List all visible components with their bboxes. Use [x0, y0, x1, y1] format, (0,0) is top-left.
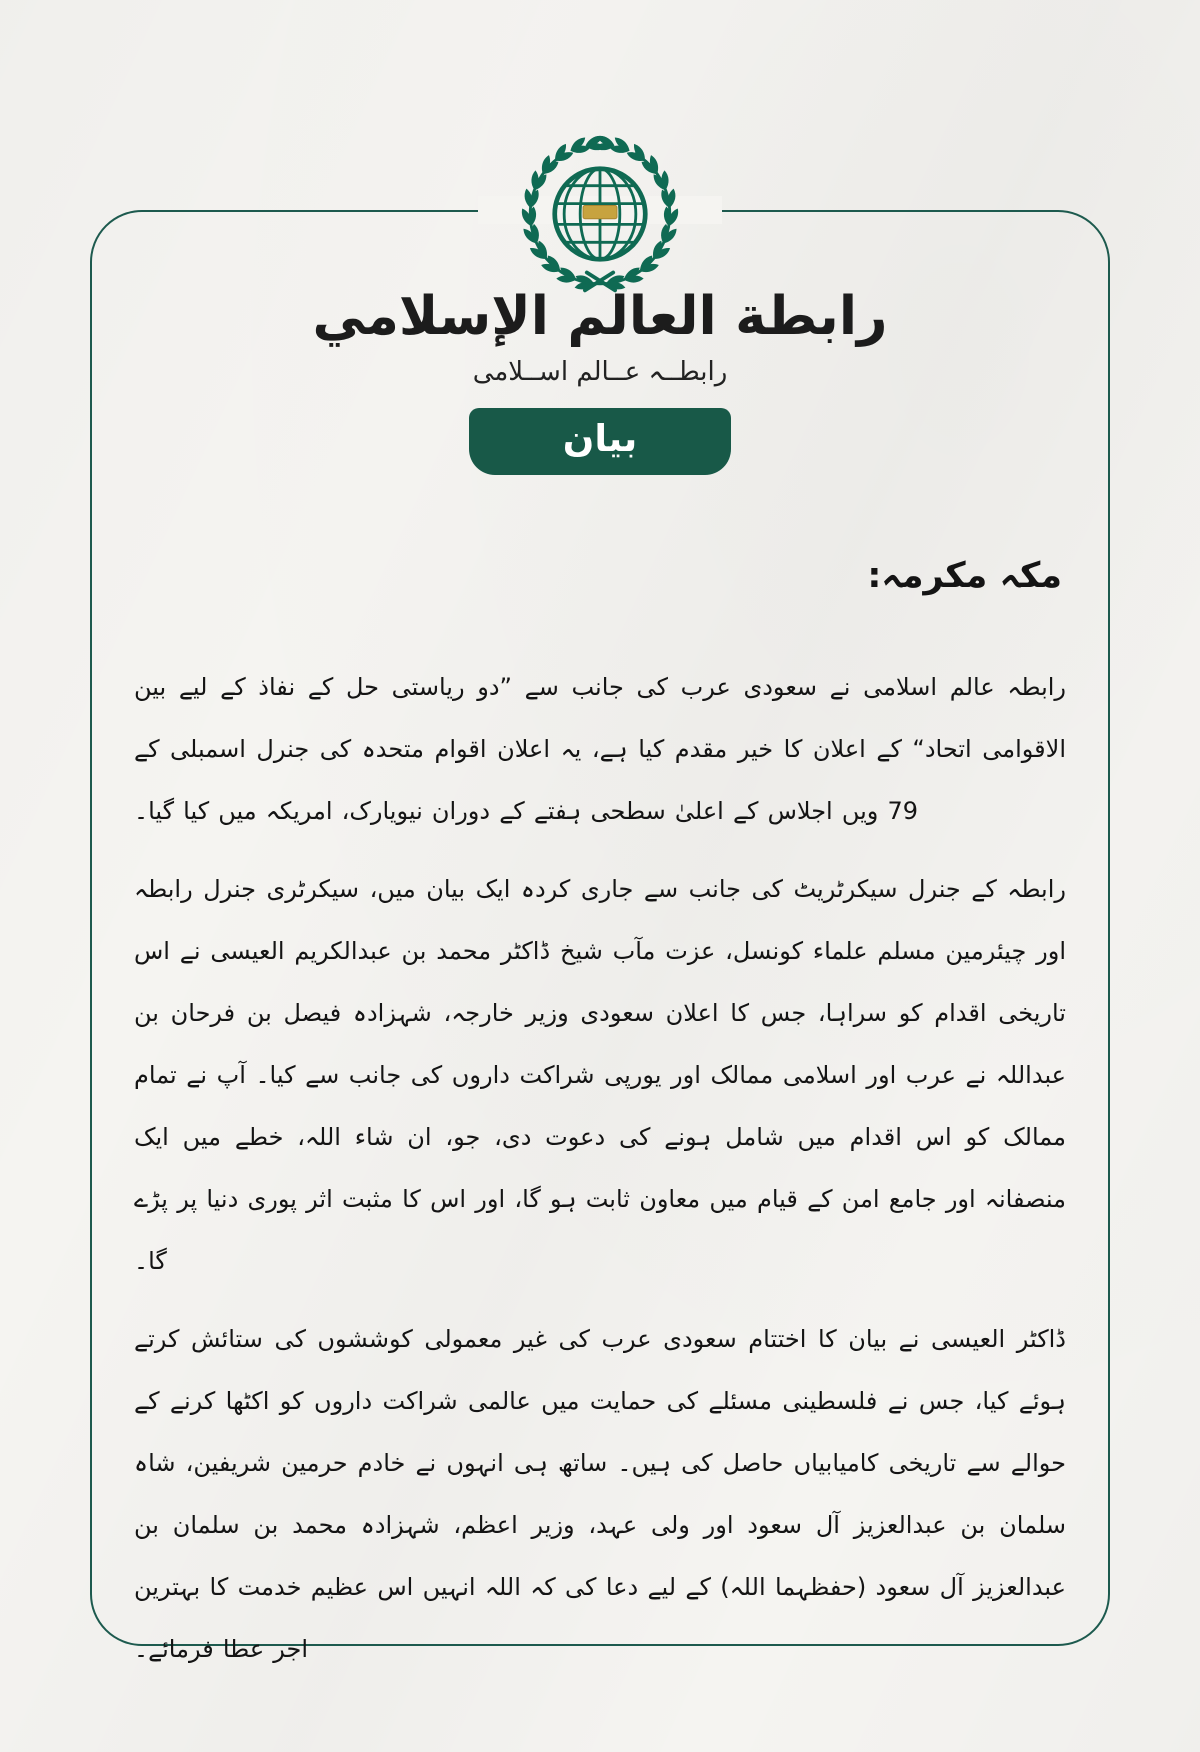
statement-paragraph: رابطہ کے جنرل سیکرٹریٹ کی جانب سے جاری کردہ ایک بیان میں، سیکرٹری جنرل رابطہ اور چیئرمین مسلم علماء کونسل، عزت مآب شیخ ڈاکٹر محمد بن عبدالکریم العیسی نے اس تاریخی اقدام کو سراہا، جس کا اعلان سعودی وزیر خارجہ، شہزادہ فیصل بن فرحان بن عبداللہ نے عرب اور اسلامی ممالک اور یورپی شراکت داروں کی جانب سے کیا۔ آپ نے تمام ممالک کو اس اقدام میں شامل ہونے کی دعوت دی، جو، ان شاء اللہ، خطے میں ایک منصفانہ اور جامع امن کے قیام میں معاون ثابت ہو گا، اور اس کا مثبت اثر پوری دنیا پر پڑے گا۔ — [134, 875, 1066, 1275]
banner-label: بيان — [562, 417, 638, 460]
dateline-makkah: مکہ مکرمہ: — [867, 556, 1062, 596]
statement-body — [134, 656, 1066, 1696]
statement-paragraph: رابطہ عالم اسلامی نے سعودی عرب کی جانب سے ”دو ریاستی حل کے نفاذ کے لیے بین الاقوامی اتحاد“ کے اعلان کا خیر مقدم کیا ہے، یہ اعلان اقوام متحدہ کی جنرل اسمبلی کے 79 ویں اجلاس کے اعلیٰ سطحی ہفتے کے دوران نیویارک، امریکہ میں کیا گیا۔ — [134, 673, 1066, 825]
globe-wreath-icon — [496, 131, 704, 297]
mwl-logo — [0, 131, 1200, 297]
statement-banner — [469, 408, 731, 475]
kaaba-gold-band — [583, 206, 617, 219]
statement-paragraph: ڈاکٹر العیسی نے بیان کا اختتام سعودی عرب کی غیر معمولی کوششوں کی ستائش کرتے ہوئے کیا، جس نے فلسطینی مسئلے کی حمایت میں عالمی شراکت داروں کو اکٹھا کرنے کے حوالے سے تاریخی کامیابیاں حاصل کی ہیں۔ ساتھ ہی انہوں نے خادم حرمین شریفین، شاہ سلمان بن عبدالعزیز آل سعود اور ولی عہد، وزیر اعظم، شہزادہ محمد بن سلمان بن عبدالعزیز آل سعود (حفظہما اللہ) کے لیے دعا کی کہ اللہ انہیں اس عظیم خدمت کا بہترین اجر عطا فرمائے۔ — [134, 1325, 1066, 1663]
org-title-arabic-calligraphy: رابطة العالم الإسلامي — [312, 286, 888, 347]
org-title-urdu: رابطــہ عــالم اســلامی — [472, 357, 728, 387]
